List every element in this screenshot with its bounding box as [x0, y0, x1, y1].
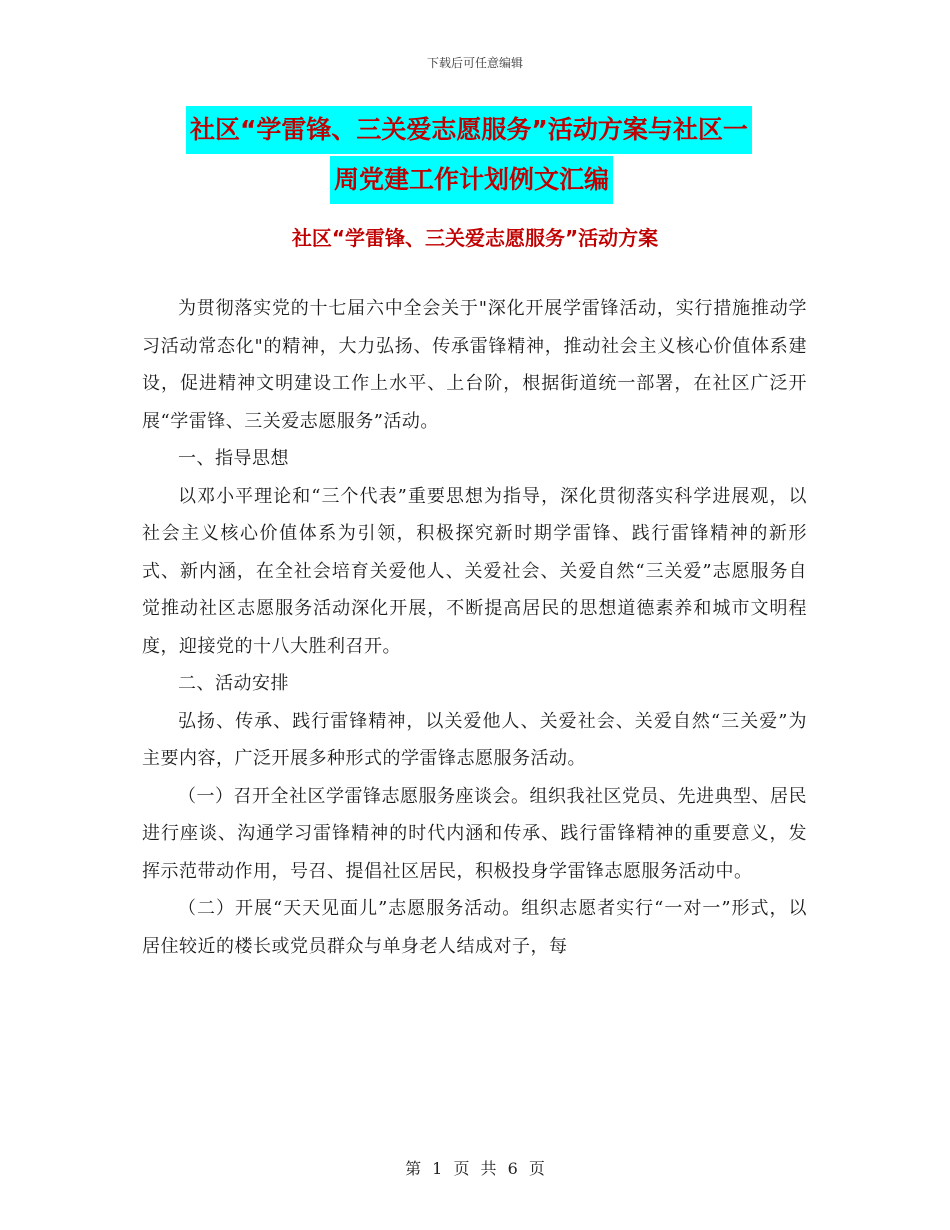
document-title-line-1: 社区“学雷锋、三关爱志愿服务”活动方案与社区一 — [186, 106, 752, 154]
heading-guiding-thought: 一、指导思想 — [178, 448, 289, 469]
document-title-line-2: 周党建工作计划例文汇编 — [330, 156, 613, 204]
paragraph-guiding-thought: 以邓小平理论和“三个代表”重要思想为指导，深化贯彻落实科学进展观，以社会主义核心价值体系为引领，积极探究新时期学雷锋、践行雷锋精神的新形式、新内涵，在全社会培育关爱他人、关爱社会、关爱自然“三关爱”志愿服务自觉推动社区志愿服务活动深化开展，不断提高居民的思想道德素养和城市文明程度，迎接党的十八大胜利召开。 — [142, 485, 807, 657]
paragraph-activity-arrangement: 弘扬、传承、践行雷锋精神，以关爱他人、关爱社会、关爱自然“三关爱”为主要内容，广泛开展多种形式的学雷锋志愿服务活动。 — [142, 710, 807, 769]
paragraph-item-1: （一）召开全社区学雷锋志愿服务座谈会。组织我社区党员、先进典型、居民进行座谈、沟通学习雷锋精神的时代内涵和传承、践行雷锋精神的重要意义，发挥示范带动作用，号召、提倡社区居民，积极投身学雷锋志愿服务活动中。 — [142, 785, 807, 882]
document-body — [142, 290, 807, 965]
section-title: 社区“学雷锋、三关爱志愿服务”活动方案 — [291, 226, 659, 250]
heading-activity-arrangement: 二、活动安排 — [178, 673, 289, 694]
document-title — [186, 106, 806, 204]
page-header-note: 下载后可任意编辑 — [426, 56, 523, 70]
page-number: 第 1 页 共 6 页 — [405, 1159, 545, 1178]
paragraph-intro: 为贯彻落实党的十七届六中全会关于"深化开展学雷锋活动，实行措施推动学习活动常态化"的精神，大力弘扬、传承雷锋精神，推动社会主义核心价值体系建设，促进精神文明建设工作上水平、上台阶，根据街道统一部署，在社区广泛开展“学雷锋、三关爱志愿服务”活动。 — [142, 298, 807, 432]
paragraph-item-2: （二）开展“天天见面儿”志愿服务活动。组织志愿者实行“一对一”形式，以居住较近的楼长或党员群众与单身老人结成对子，每 — [142, 898, 807, 957]
